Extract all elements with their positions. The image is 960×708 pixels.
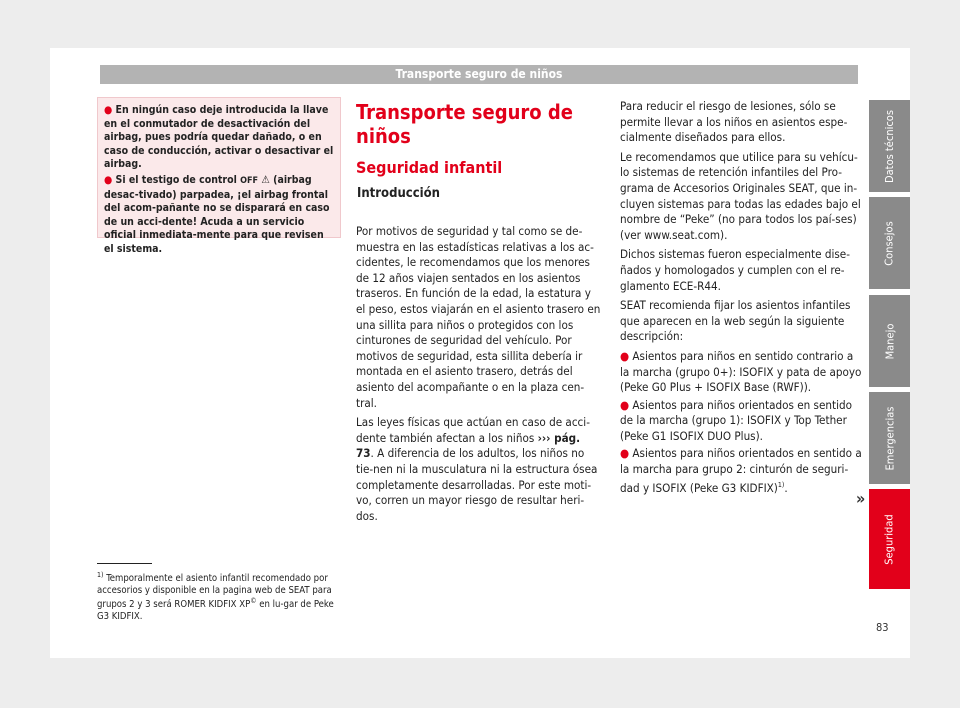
- right-column: [620, 99, 862, 498]
- list-item: [620, 446, 862, 496]
- warning-text: En ningún caso deje introducida la llave en el conmutador de desactivación del airbag, pues podría quedar dañado, o en caso de conducción, activar o desactivar el airbag.: [104, 104, 334, 171]
- paragraph: SEAT recomienda fijar los asientos infantiles que aparecen en la web según la siguiente descripción:: [620, 298, 851, 344]
- warning-text-post: (airbag desac-tivado) parpadea, ¡el airbag frontal del acom-pañante no se disparará en caso de un acci-dente! Acuda a un servicio oficial inmediata-mente para que revisen el sistema.: [104, 173, 330, 255]
- copyright-mark: ©: [250, 597, 257, 606]
- list-item-text: Asientos para niños orientados en sentido a la marcha para grupo 2: cinturón de seguri-dad y ISOFIX (Peke G3 KIDFIX): [620, 446, 862, 495]
- footnote-text: Temporalmente el asiento infantil recomendado por accesorios y disponible en la pagina web de SEAT para grupos 2 y 3 será ROMER KIDFIX XP: [97, 573, 332, 611]
- bullet-icon: ●: [104, 173, 113, 186]
- tab-seguridad[interactable]: [869, 489, 910, 589]
- list-item: [620, 398, 862, 445]
- list-item-text: Asientos para niños orientados en sentido de la marcha (grupo 1): ISOFIX y Top Tether (Peke G1 ISOFIX DUO Plus).: [620, 397, 853, 443]
- section-title: Seguridad infantil: [356, 158, 503, 177]
- bullet-icon: ●: [104, 104, 113, 116]
- airbag-icon: ⚠: [261, 173, 270, 186]
- warning-box: [97, 97, 341, 255]
- continue-arrow-icon: »: [856, 489, 866, 508]
- tab-label: Datos técnicos: [883, 109, 896, 183]
- page-title: Transporte seguro de niños: [356, 100, 574, 148]
- footnote-text: en lu-gar de Peke G3 KIDFIX.: [97, 599, 334, 622]
- paragraph: Dichos sistemas fueron especialmente dise-ñados y homologados y cumplen con el re-glamento ECE-R44.: [620, 247, 850, 293]
- tab-manejo[interactable]: [869, 295, 910, 387]
- subsection-title: Introducción: [357, 186, 441, 201]
- tab-consejos[interactable]: [869, 197, 910, 289]
- tab-label: Seguridad: [883, 513, 897, 565]
- main-column: [356, 100, 601, 528]
- tab-datos-tecnicos[interactable]: [869, 100, 910, 192]
- tab-label: Emergencias: [883, 406, 897, 470]
- tab-label: Consejos: [883, 220, 897, 266]
- bullet-icon: ●: [620, 446, 630, 461]
- footnote-marker: 1): [97, 571, 104, 579]
- running-header: Transporte seguro de niños: [100, 65, 858, 84]
- footnote-marker: 1): [777, 480, 785, 489]
- page-number: 83: [876, 621, 889, 634]
- paragraph-text: Las leyes físicas que actúan en caso de acci-dente también afectan a los niños: [356, 415, 590, 445]
- tab-emergencias[interactable]: [869, 392, 910, 484]
- airbag-off-indicator-icon: OFF: [240, 175, 259, 186]
- list-item-end: .: [784, 480, 788, 495]
- bullet-icon: ●: [620, 397, 630, 412]
- paragraph: Por motivos de seguridad y tal como se de-muestra en las estadísticas relativas a los ac-cidentes, le recomendamos que los menores de 12 años viajen sentados en los asientos traseros. En función de la edad, la estatura y el peso, estos viajarán en el asiento trasero en una sillita para niños o protegidos con los cinturones de seguridad del vehículo. Por motivos de seguridad, esta sillita debería ir montada en el asiento trasero, detrás del asiento del acompañante o en la plaza cen-tral.: [356, 224, 601, 410]
- warning-item: [104, 174, 334, 257]
- paragraph: Le recomendamos que utilice para su vehícu-lo sistemas de retención infantiles del Pro-grama de Accesorios Originales SEAT, que in-cluyen sistemas para todas las edades bajo el nombre de “Peke” (no para todos los paí-ses) (ver www.seat.com).: [620, 149, 861, 242]
- paragraph: [356, 415, 601, 524]
- bullet-icon: ●: [620, 348, 630, 363]
- list-item: [620, 349, 862, 396]
- warning-item: [104, 104, 334, 172]
- page-reference-link[interactable]: ››› pág. 73: [356, 430, 581, 461]
- warning-text-pre: Si el testigo de control: [115, 173, 241, 186]
- tab-label: Manejo: [883, 323, 896, 359]
- paragraph-text: . A diferencia de los adultos, los niños no tie-nen ni la musculatura ni la estructura ósea completamente desarrolladas. Por este moti-vo, corren un mayor riesgo de resultar heri-dos.: [356, 446, 598, 523]
- footnote-divider: [97, 563, 152, 564]
- list-item-text: Asientos para niños en sentido contrario a la marcha (grupo 0+): ISOFIX y pata de apoyo (Peke G0 Plus + ISOFIX Base (RWF)).: [620, 348, 862, 395]
- paragraph: Para reducir el riesgo de lesiones, sólo se permite llevar a los niños en asientos espe-cialmente diseñados para ellos.: [620, 99, 848, 145]
- footnote: [97, 570, 341, 622]
